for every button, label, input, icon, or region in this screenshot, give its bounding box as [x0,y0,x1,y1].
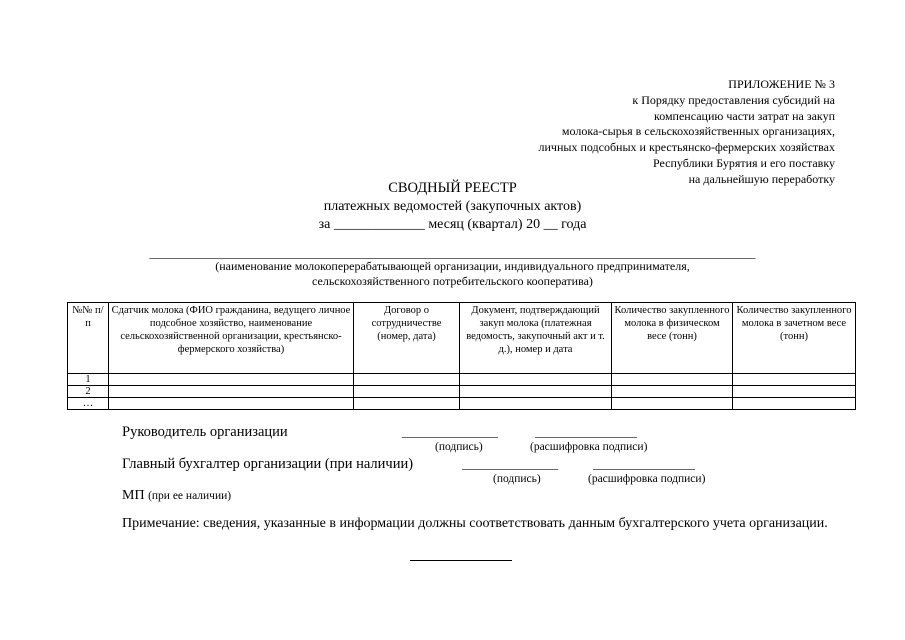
organization-caption-line: сельскохозяйственного потребительского кооператива) [312,274,593,288]
head-label: Руководитель организации [122,424,288,440]
end-divider [410,560,512,561]
appendix-line: личных подсобных и крестьянско-фермерских хозяйствах [538,140,835,155]
registry-table [67,302,856,410]
appendix-line: к Порядку предоставления субсидий на [632,92,835,107]
table-cell [109,398,354,410]
organization-name-field: _____________________________________________________________________________________________________ [149,246,756,260]
note-paragraph: Примечание: сведения, указанные в информации должны соответствовать данным бухгалтерского учета организации. [122,516,828,531]
appendix-number: ПРИЛОЖЕНИЕ № 3 [728,77,835,91]
table-cell [460,398,612,410]
table-cell [733,398,856,410]
head-decode-caption: (расшифровка подписи) [530,441,648,453]
table-cell [733,374,856,386]
table-cell [354,374,460,386]
appendix-line: Республики Бурятия и его поставку [653,155,835,170]
table-cell: 1 [68,374,109,386]
table-cell [109,374,354,386]
organization-caption [0,259,905,289]
accountant-label: Главный бухгалтер организации (при наличии) [122,456,414,472]
column-header-number: №№ п/п [68,303,109,374]
period-line: за _____________ месяц (квартал) 20 __ года [318,217,587,232]
accountant-decode-line: _________________ [593,457,695,471]
accountant-signature-line: ________________ [462,457,558,471]
table-cell [612,398,733,410]
appendix-line: компенсацию части затрат на закуп [653,108,835,123]
stamp-line [122,488,231,504]
table-cell: 2 [68,386,109,398]
head-decode-line: _________________ [535,425,637,439]
table-cell: … [68,398,109,410]
stamp-label: МП [122,488,145,503]
table-row [68,374,856,386]
table-cell [354,386,460,398]
table-header-row [68,303,856,374]
table-row [68,398,856,410]
column-header-contract: Договор о сотрудничестве (номер, дата) [354,303,460,374]
column-header-document: Документ, подтверждающий закуп молока (платежная ведомость, закупочный акт и т. д.), номер и дата [460,303,612,374]
stamp-note: (при ее наличии) [148,490,232,502]
table-cell [612,386,733,398]
document-title: СВОДНЫЙ РЕЕСТР [388,180,517,196]
appendix-line: на дальнейшую переработку [688,171,835,186]
head-signature-caption: (подпись) [435,441,483,453]
table-cell [733,386,856,398]
accountant-signature-caption: (подпись) [493,473,541,485]
column-header-supplier: Сдатчик молока (ФИО гражданина, ведущего личное подсобное хозяйство, наименование сельскохозяйственной организации, крестьянско-фермерского хозяйства) [109,303,354,374]
head-signature-line: ________________ [402,425,498,439]
accountant-decode-caption: (расшифровка подписи) [588,473,706,485]
table-cell [109,386,354,398]
appendix-line: молока-сырья в сельскохозяйственных организациях, [561,124,835,139]
document-subtitle: платежных ведомостей (закупочных актов) [323,199,582,214]
table-cell [354,398,460,410]
table-cell [460,374,612,386]
column-header-credited-weight: Количество закупленного молока в зачетном весе (тонн) [733,303,856,374]
appendix-block [539,77,835,188]
table-row [68,386,856,398]
column-header-physical-weight: Количество закупленного молока в физическом весе (тонн) [612,303,733,374]
organization-caption-line: (наименование молокоперерабатывающей организации, индивидуального предпринимателя, [215,259,690,273]
table-cell [612,374,733,386]
table-cell [460,386,612,398]
